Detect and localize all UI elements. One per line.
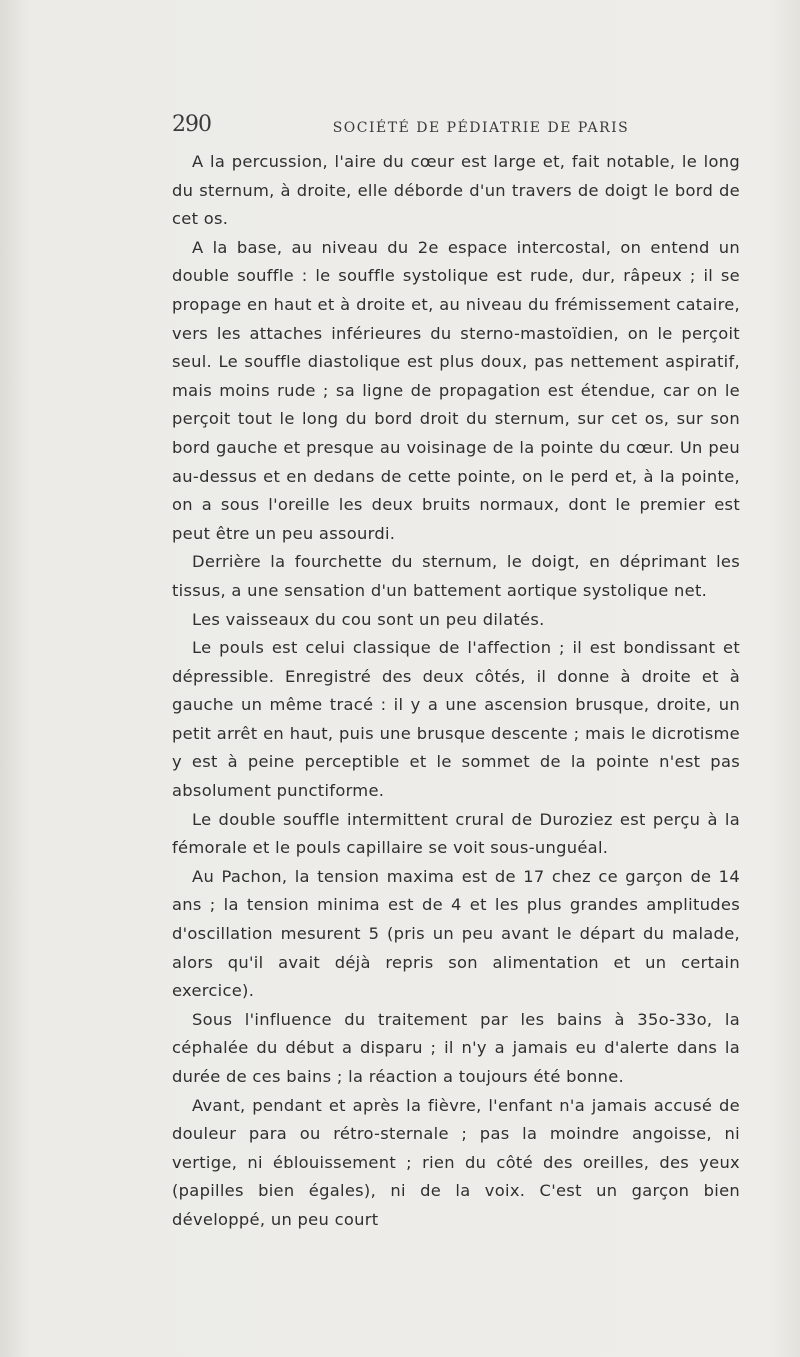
paragraph-fievre: Avant, pendant et après la fièvre, l'enfant n'a jamais accusé de douleur para ou rétro-sternale ; pas la moindre angoisse, ni vertige, ni éblouissement ; rien du côté des oreilles, des yeux (papilles bien égales), ni de la voix. C'est un garçon bien développé, un peu court xyxy=(172,1095,740,1229)
running-title: SOCIÉTÉ DE PÉDIATRIE DE PARIS xyxy=(332,120,630,136)
paragraph-percussion: A la percussion, l'aire du cœur est large et, fait notable, le long du sternum, à droite, elle déborde d'un travers de doigt le bord de cet os. xyxy=(172,152,740,229)
paragraph-pachon: Au Pachon, la tension maxima est de 17 chez ce garçon de 14 ans ; la tension minima est de 4 et les plus grandes amplitudes d'oscillation mesurent 5 (pris un peu avant le départ du malade, alors qu'il avait déjà repris son alimentation et un certain exercice). xyxy=(172,866,740,1001)
paragraph-fourchette-sternum: Derrière la fourchette du sternum, le doigt, en déprimant les tissus, a une sensation d'un battement aortique systolique net. xyxy=(172,552,740,600)
paragraph-double-souffle: A la base, au niveau du 2e espace intercostal, on entend un double souffle : le souffle systolique est rude, dur, râpeux ; il se propage en haut et à droite et, au niveau du frémissement cataire, vers les attaches inférieures du sterno-mastoïdien, on le perçoit seul. Le souffle diastolique est plus doux, pas nettement aspiratif, mais moins rude ; sa ligne de propagation est étendue, car on le perçoit tout le long du bord droit du sternum, sur cet os, sur son bord gauche et presque au voisinage de la pointe du cœur. Un peu au-dessus et en dedans de cette pointe, on le perd et, à la pointe, on a sous l'oreille les deux bruits normaux, dont le premier est peut être un peu assourdi. xyxy=(172,237,740,543)
paragraph-traitement-bains: Sous l'influence du traitement par les bains à 35o-33o, la céphalée du début a disparu ; il n'y a jamais eu d'alerte dans la durée de ces bains ; la réaction a toujours été bonne. xyxy=(172,1009,740,1086)
paragraph-vaisseaux-cou: Les vaisseaux du cou sont un peu dilatés. xyxy=(192,609,545,629)
paragraph-duroziez: Le double souffle intermittent crural de Duroziez est perçu à la fémorale et le pouls capillaire se voit sous-unguéal. xyxy=(172,809,740,858)
page-number: 290 xyxy=(172,112,211,137)
body-text xyxy=(172,148,740,1235)
paragraph-pouls: Le pouls est celui classique de l'affection ; il est bondissant et dépressible. Enregistré des deux côtés, il donne à droite et à gauche un même tracé : il y a une ascension brusque, droite, un petit arrêt en haut, puis une brusque descente ; mais le dicrotisme y est à peine perceptible et le sommet de la pointe n'est pas absolument punctiforme. xyxy=(172,638,740,801)
running-head xyxy=(172,112,740,142)
